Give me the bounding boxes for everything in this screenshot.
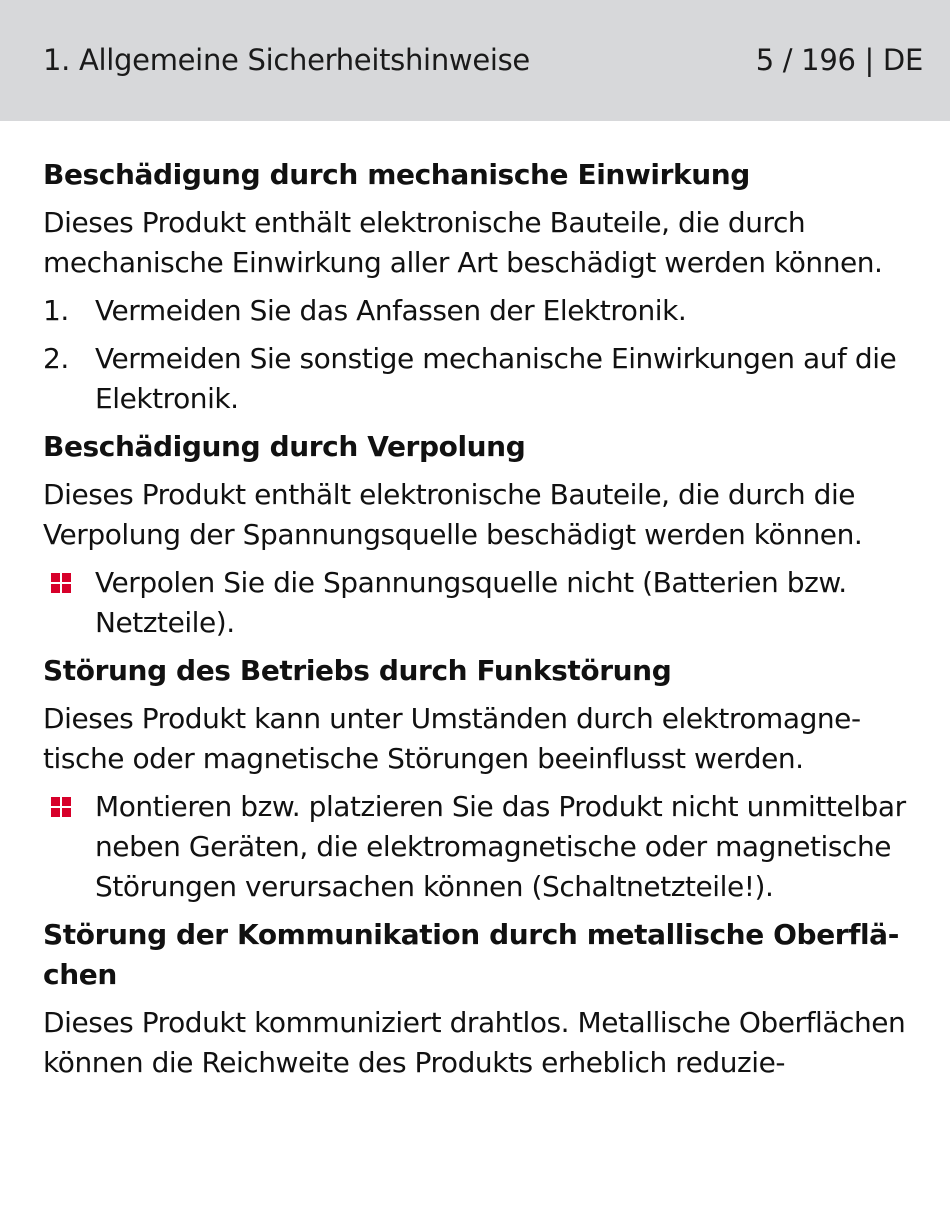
step-text: Vermeiden Sie sonstige mechanische Einwirkungen auf die Elektronik. — [95, 342, 897, 415]
section-heading: Störung des Betriebs durch Funkstörung — [43, 654, 672, 687]
red-square-bullet-icon — [51, 573, 71, 593]
bullet-text: Verpolen Sie die Spannungsquelle nicht (Batterien bzw. Netzteile). — [95, 566, 847, 639]
section-paragraph: Dieses Produkt enthält elektronische Bauteile, die durch mechanische Einwirkung aller Art beschädigt werden können. — [43, 206, 883, 279]
section-paragraph: Dieses Produkt kann unter Umständen durch elektromagnetische oder magnetische Störungen beeinflusst werden. — [43, 702, 862, 775]
section-heading: Beschädigung durch Verpolung — [43, 430, 526, 463]
step-number: 1. — [43, 294, 69, 327]
bullet-item — [43, 787, 923, 915]
step-text: Vermeiden Sie das Anfassen der Elektronik. — [95, 294, 687, 327]
section-heading: Beschädigung durch mechanische Einwirkung — [43, 158, 750, 191]
page-number: 5 / 196 | DE — [755, 43, 923, 77]
step-number: 2. — [43, 342, 69, 375]
numbered-step — [43, 291, 923, 339]
red-square-bullet-icon — [51, 797, 71, 817]
chapter-title: 1. Allgemeine Sicherheitshinweise — [43, 43, 530, 77]
numbered-step — [43, 339, 923, 427]
section-paragraph: Dieses Produkt kommuniziert drahtlos. Metallische Oberflächen können die Reichweite des Produkts erheblich reduzie- — [43, 1006, 906, 1079]
page-header — [0, 0, 950, 121]
section-paragraph: Dieses Produkt enthält elektronische Bauteile, die durch die Verpolung der Spannungsquelle beschädigt werden können. — [43, 478, 863, 551]
section-heading: Störung der Kommunikation durch metallische Oberflächen — [43, 918, 900, 991]
bullet-text: Montieren bzw. platzieren Sie das Produkt nicht unmittelbar neben Geräten, die elektromagnetische oder magnetische Störungen verursachen können (Schaltnetzteile!). — [95, 790, 906, 903]
document-body — [43, 155, 923, 1091]
bullet-item — [43, 563, 923, 651]
